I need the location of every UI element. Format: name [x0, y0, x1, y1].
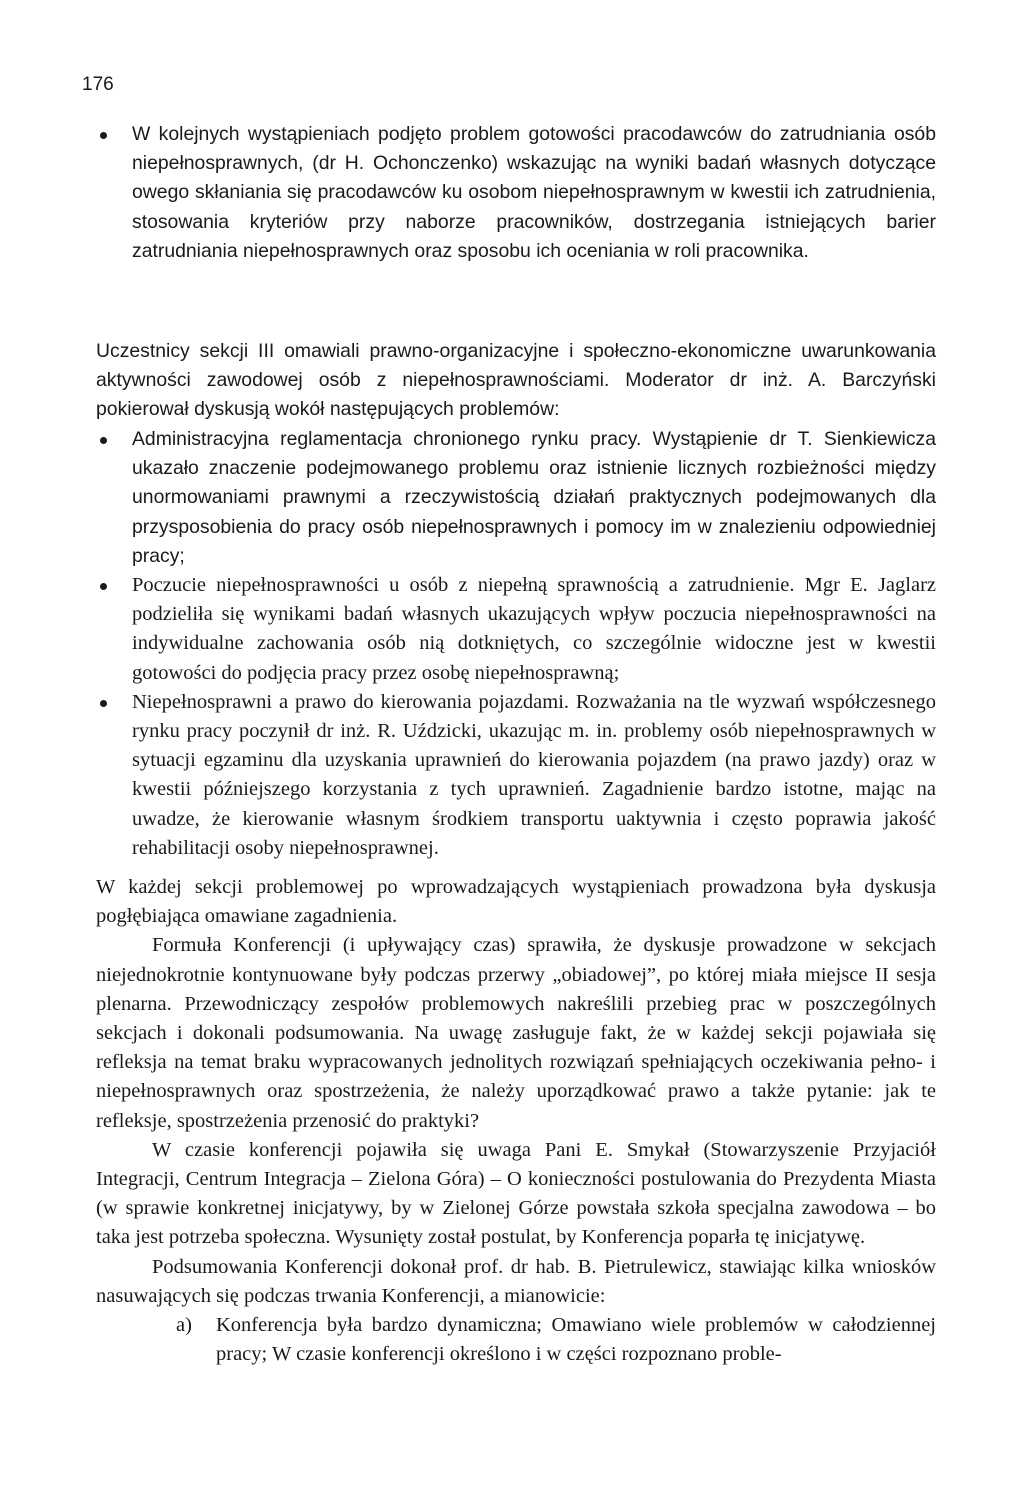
bullet-icon	[100, 437, 107, 444]
body-paragraphs	[96, 873, 936, 1369]
section3-bullet-list	[96, 425, 936, 863]
paragraph: Podsumowania Konferencji dokonał prof. dr hab. B. Pietrulewicz, stawiając kilka wniosków nasuwających się podczas trwania Konferencji, a mianowicie:	[96, 1255, 936, 1307]
bullet-icon	[100, 583, 107, 590]
page-number: 176	[82, 74, 114, 95]
bullet-text: Niepełnosprawni a prawo do kierowania pojazdami. Rozważania na tle wyzwań współczesnego rynku pracy poczynił dr inż. R. Uździcki, ukazując m. in. problemy osób niepełnosprawnych w sytuacji egzaminu dla uzyskania uprawnień do kierowania pojazdem (na prawo jazdy) oraz w kwestii późniejszego korzystania z tych uprawnień. Zagadnienie bardzo istotne, mając na uwadze, że kierowanie własnym środkiem transportu uaktywnia i często poprawia jakość rehabilitacji osoby niepełnosprawnej.	[132, 690, 936, 859]
bullet-text: W kolejnych wystąpieniach podjęto problem gotowości pracodawców do zatrudniania osób niepełnosprawnych, (dr H. Ochonczenko) wskazując na wyniki badań własnych dotyczące owego skłaniania się pracodawców ku osobom niepełnosprawnym w kwestii ich zatrudnienia, stosowania kryteriów przy naborze pracowników, dostrzegania istniejących barier zatrudniania niepełnosprawnych oraz sposobu ich oceniania w roli pracownika.	[132, 123, 936, 262]
section3-intro	[96, 337, 936, 425]
paragraph: Formuła Konferencji (i upływający czas) sprawiła, że dyskusje prowadzone w sekcjach niejednokrotnie kontynuowane były podczas przerwy „obiadowej”, po której miała miejsce II sesja plenarna. Przewodniczący zespołów problemowych nakreślili przebieg prac w poszczególnych sekcjach i dokonali podsumowania. Na uwagę zasługuje fakt, że w każdej sekcji pojawiała się refleksja na temat braku wypracowanych jednolitych rozwiązań spełniających oczekiwania pełno- i niepełnosprawnych oraz spostrzeżenia, że należy uporządkować prawo a także pytanie: jak te refleksje, spostrzeżenia przenosić do praktyki?	[96, 934, 936, 1132]
bullet-icon	[100, 132, 107, 139]
bullet-text: Poczucie niepełnosprawności u osób z niepełną sprawnością a zatrudnienie. Mgr E. Jaglarz podzieliła się wynikami badań własnych ukazujących wpływ poczucia niepełnosprawności na indywidualne zachowania osób nią dotkniętych, co szczególnie widoczne jest w kwestii gotowości do podjęcia pracy przez osobę niepełnosprawną;	[132, 574, 936, 684]
list-item	[96, 571, 936, 688]
paragraph: W każdej sekcji problemowej po wprowadzających wystąpieniach prowadzona była dyskusja pogłębiająca omawiane zagadnienia.	[96, 876, 936, 928]
list-item	[96, 1311, 936, 1369]
list-item-text: Konferencja była bardzo dynamiczna; Omawiano wiele problemów w całodziennej pracy; W czasie konferencji określono i w części rozpoznano proble-	[216, 1314, 936, 1366]
list-item	[96, 425, 936, 571]
section3-intro-text: Uczestnicy sekcji III omawiali prawno-organizacyjne i społeczno-ekonomiczne uwarunkowania aktywności zawodowej osób z niepełnosprawnościami. Moderator dr inż. A. Barczyński pokierował dyskusją wokół następujących problemów:	[96, 340, 936, 421]
paragraph: W czasie konferencji pojawiła się uwaga Pani E. Smykał (Stowarzyszenie Przyjaciół Integracji, Centrum Integracja – Zielona Góra) – O konieczności postulowania do Prezydenta Miasta (w sprawie konkretnej inicjatywy, by w Zielonej Górze powstała szkoła specjalna zawodowa – bo taka jest potrzeba społeczna. Wysunięty został postulat, by Konferencja poparła tę inicjatywę.	[96, 1138, 936, 1249]
bullet-icon	[100, 700, 107, 707]
top-bullet-list	[96, 120, 936, 266]
bullet-text: Administracyjna reglamentacja chronionego rynku pracy. Wystąpienie dr T. Sienkiewicza ukazało znaczenie podejmowanego problemu oraz istnienie licznych rozbieżności między unormowaniami prawnymi a rzeczywistością działań praktycznych podejmowanych dla przysposobienia do pracy osób niepełnosprawnych i pomocy im w znalezieniu odpowiedniej pracy;	[132, 428, 936, 567]
list-item	[96, 120, 936, 266]
list-marker: a)	[176, 1314, 192, 1337]
list-item	[96, 688, 936, 863]
